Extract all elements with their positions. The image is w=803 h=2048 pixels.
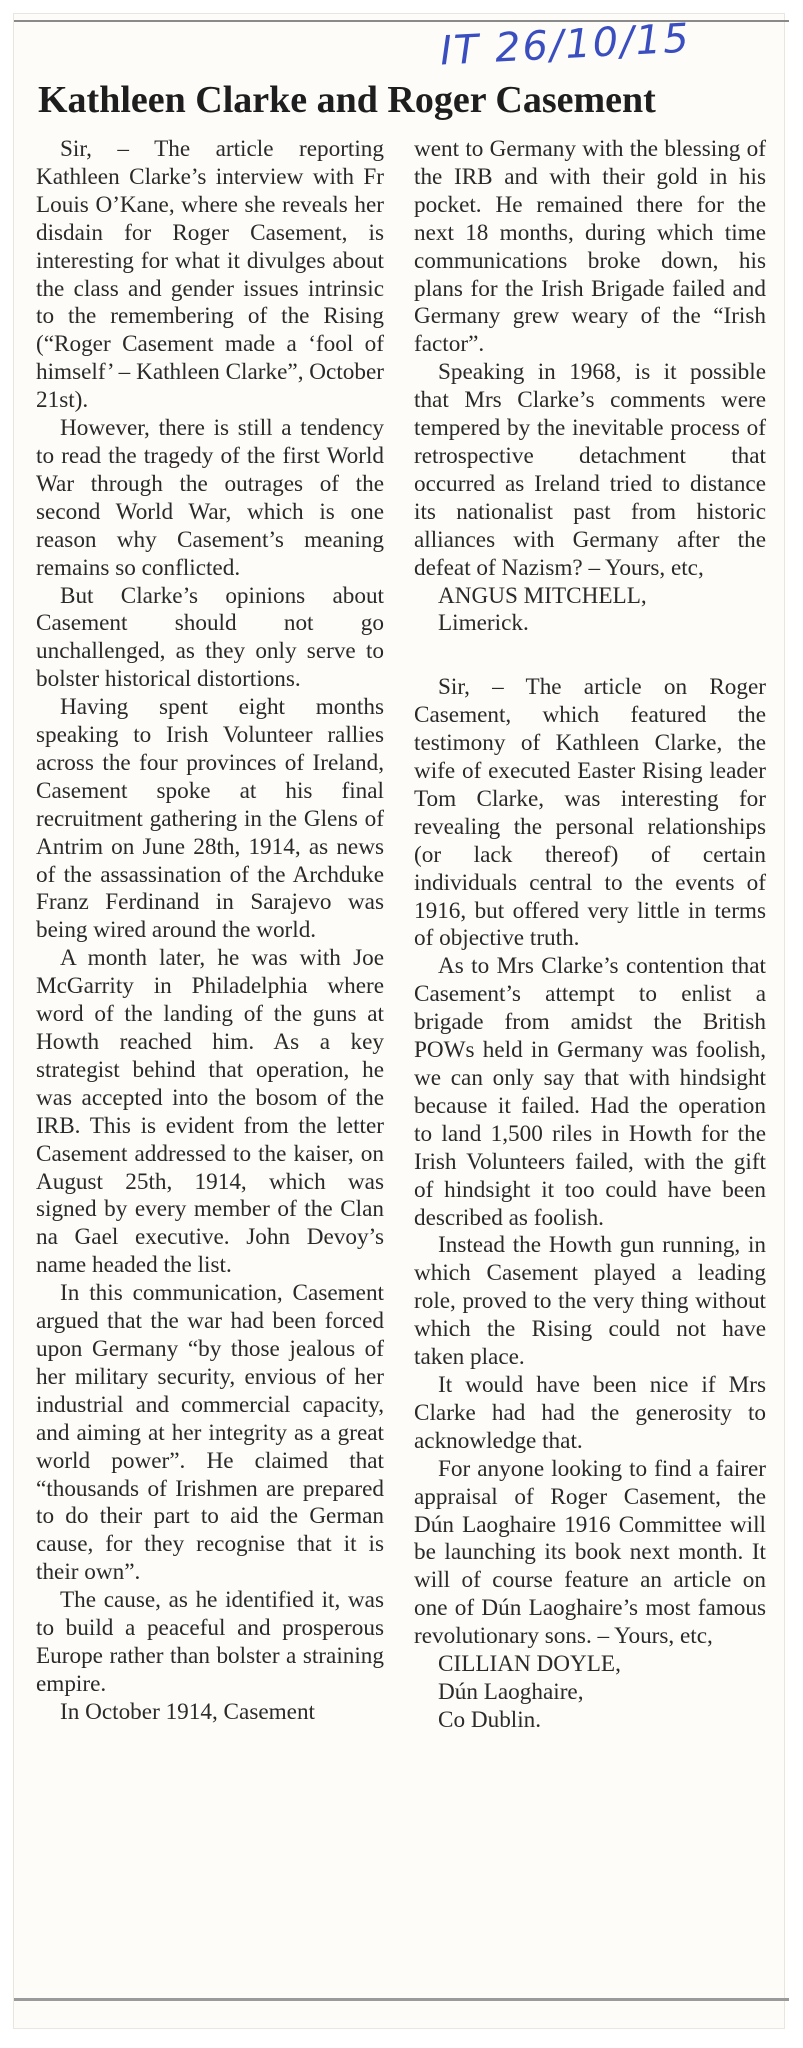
paragraph: Speaking in 1968, is it possible that Mrs Clarke’s comments were tempered by the inevitable process of retrospective detachment that occurred as Ireland tried to distance its nationalist past from historic alliances with Germany after the defeat of Nazism? – Yours, etc, — [414, 359, 766, 581]
signature-place: Co Dublin. — [438, 1706, 542, 1733]
paragraph: It would have been nice if Mrs Clarke had had the generosity to acknowledge that. — [414, 1371, 766, 1454]
signature-name: ANGUS MITCHELL, — [438, 582, 647, 609]
paragraph: went to Germany with the blessing of the IRB and with their gold in his pocket. He remained there for the next 18 months, during which time communications broke down, his plans for the Irish Brigade failed and Germany grew weary of the “Irish factor”. — [414, 136, 766, 358]
paragraph: As to Mrs Clarke’s contention that Casement’s attempt to enlist a brigade from amidst the British POWs held in Germany was foolish, we can only say that with hindsight because it failed. Had the operation to land 1,500 riles in Howth for the Irish Volunteers failed, with the gift of hindsight it too could have been described as foolish. — [414, 953, 766, 1231]
signature-place: Limerick. — [438, 610, 529, 637]
signature-place: Dún Laoghaire, — [438, 1678, 584, 1705]
letter-gap — [414, 638, 766, 674]
right-column — [414, 136, 766, 1735]
paragraph: But Clarke’s opinions about Casement should not go unchallenged, as they only serve to bolster historical distortions. — [36, 582, 384, 693]
paragraph: Sir, – The article reporting Kathleen Clarke’s interview with Fr Louis O’Kane, where she reveals her disdain for Roger Casement, is interesting for what it divulges about the class and gender issues intrinsic to the remembering of the Rising (“Roger Casement made a ‘fool of himself’ – Kathleen Clarke”, October 21st). — [36, 136, 384, 414]
paragraph: The cause, as he identified it, was to build a peaceful and prosperous Europe rather than bolster a straining empire. — [36, 1587, 384, 1697]
paragraph: Instead the Howth gun running, in which Casement played a leading role, proved to the very thing without which the Rising could not have taken place. — [414, 1232, 766, 1371]
paragraph: A month later, he was with Joe McGarrity in Philadelphia where word of the landing of the guns at Howth reached him. As a key strategist behind that operation, he was accepted into the bosom of the IRB. This is evident from the letter Casement addressed to the kaiser, on August 25th, 1914, which was signed by every member of the Clan na Gael executive. John Devoy’s name headed the list. — [36, 945, 384, 1279]
paragraph: For anyone looking to find a fairer appraisal of Roger Casement, the Dún Laoghaire 1916 Committee will be launching its book next month. It will of course feature an article on one of Dún Laoghaire’s most famous revolutionary sons. – Yours, etc, — [414, 1455, 766, 1650]
paragraph: In this communication, Casement argued that the war had been forced upon Germany “by those jealous of her military security, envious of her industrial and commercial capacity, and aiming at her integrity as a great world power”. He claimed that “thousands of Irishmen are prepared to do their part to aid the German cause, for they recognise that it is their own”. — [36, 1280, 384, 1586]
bottom-rule — [14, 1998, 789, 2001]
paragraph: However, there is still a tendency to read the tragedy of the first World War through the outrages of the second World War, which is one reason why Casement’s meaning remains so conflicted. — [36, 415, 384, 581]
signature-name: CILLIAN DOYLE, — [438, 1651, 621, 1678]
paragraph: Sir, – The article on Roger Casement, which featured the testimony of Kathleen Clarke, the wife of executed Easter Rising leader Tom Clarke, was interesting for revealing the personal relationships (or lack thereof) of certain individuals central to the events of 1916, but offered very little in terms of objective truth. — [414, 674, 766, 952]
paragraph: In October 1914, Casement — [60, 1698, 315, 1725]
left-column — [36, 136, 384, 1727]
paragraph: Having spent eight months speaking to Irish Volunteer rallies across the four provinces of Ireland, Casement spoke at his final recruitment gathering in the Glens of Antrim on June 28th, 1914, as news of the assassination of the Archduke Franz Ferdinand in Sarajevo was being wired around the world. — [36, 694, 384, 944]
handwritten-date-note: IT 26/10/15 — [438, 15, 692, 75]
article-headline: Kathleen Clarke and Roger Casement — [38, 79, 656, 121]
